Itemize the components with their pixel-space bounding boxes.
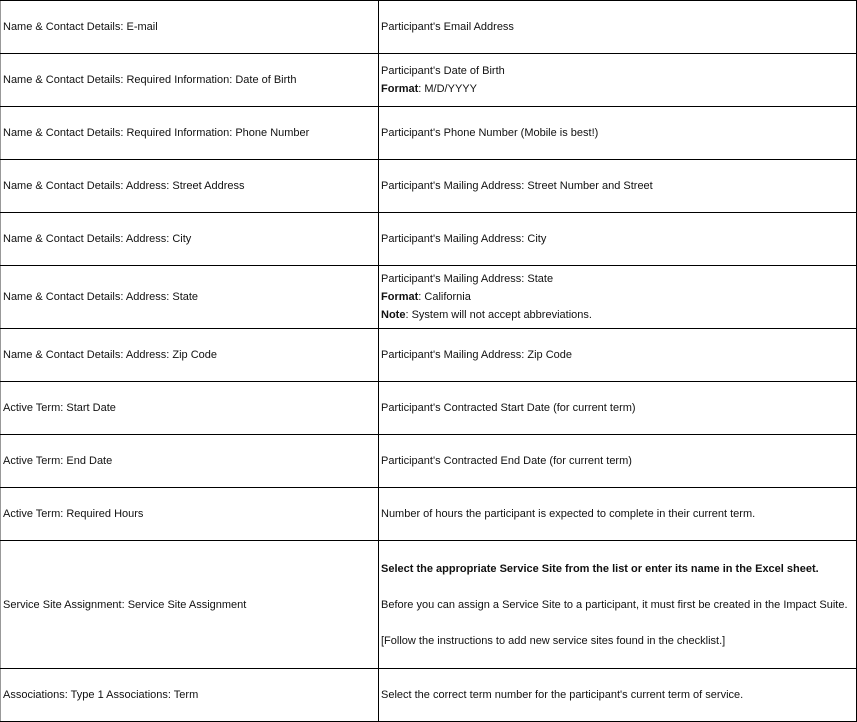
- table-row: [1, 541, 857, 669]
- format-label: Format: [381, 83, 419, 95]
- field-cell: Name & Contact Details: Required Information: Phone Number: [1, 107, 379, 160]
- table-row: [1, 213, 857, 266]
- field-cell: Active Term: Start Date: [1, 382, 379, 435]
- table-row: [1, 54, 857, 107]
- field-cell: Name & Contact Details: Address: Zip Code: [1, 329, 379, 382]
- description-cell: [379, 541, 857, 669]
- note-line: [381, 306, 854, 324]
- description-text: Participant's Mailing Address: State: [381, 273, 554, 285]
- table-row: [1, 160, 857, 213]
- description-cell: Participant's Email Address: [379, 1, 857, 54]
- format-label: Format: [381, 291, 419, 303]
- field-cell: Name & Contact Details: Address: City: [1, 213, 379, 266]
- format-value: : California: [418, 291, 471, 303]
- format-line: [381, 288, 854, 306]
- format-line: [381, 80, 854, 98]
- field-cell: Name & Contact Details: Address: Street Address: [1, 160, 379, 213]
- description-cell: Participant's Mailing Address: Street Number and Street: [379, 160, 857, 213]
- description-cell: [379, 54, 857, 107]
- field-cell: Name & Contact Details: Required Information: Date of Birth: [1, 54, 379, 107]
- field-cell: Associations: Type 1 Associations: Term: [1, 669, 379, 722]
- note-label: Note: [381, 309, 406, 321]
- field-cell: Active Term: End Date: [1, 435, 379, 488]
- table-row: [1, 1, 857, 54]
- description-cell: Number of hours the participant is expected to complete in their current term.: [379, 488, 857, 541]
- description-cell: Participant's Mailing Address: City: [379, 213, 857, 266]
- note-value: : System will not accept abbreviations.: [405, 309, 592, 321]
- description-cell: Participant's Phone Number (Mobile is best!): [379, 107, 857, 160]
- table-row: [1, 266, 857, 329]
- description-text: Participant's Date of Birth: [381, 65, 505, 77]
- table-row: [1, 329, 857, 382]
- description-cell: Select the correct term number for the participant's current term of service.: [379, 669, 857, 722]
- field-cell: Name & Contact Details: Address: State: [1, 266, 379, 329]
- description-extra-text: [Follow the instructions to add new service sites found in the checklist.]: [381, 634, 726, 647]
- field-cell: Name & Contact Details: E-mail: [1, 1, 379, 54]
- field-cell: Service Site Assignment: Service Site Assignment: [1, 541, 379, 669]
- description-cell: Participant's Contracted Start Date (for current term): [379, 382, 857, 435]
- description-text: Before you can assign a Service Site to a participant, it must first be created in the Impact Suite.: [381, 598, 848, 611]
- description-cell: [379, 266, 857, 329]
- table-row: [1, 382, 857, 435]
- format-value: : M/D/YYYY: [418, 83, 477, 95]
- description-bold-text: Select the appropriate Service Site from the list or enter its name in the Excel sheet.: [381, 562, 819, 575]
- table-row: [1, 669, 857, 722]
- table-row: [1, 435, 857, 488]
- field-cell: Active Term: Required Hours: [1, 488, 379, 541]
- table-row: [1, 107, 857, 160]
- description-cell: Participant's Mailing Address: Zip Code: [379, 329, 857, 382]
- description-cell: Participant's Contracted End Date (for current term): [379, 435, 857, 488]
- table-row: [1, 488, 857, 541]
